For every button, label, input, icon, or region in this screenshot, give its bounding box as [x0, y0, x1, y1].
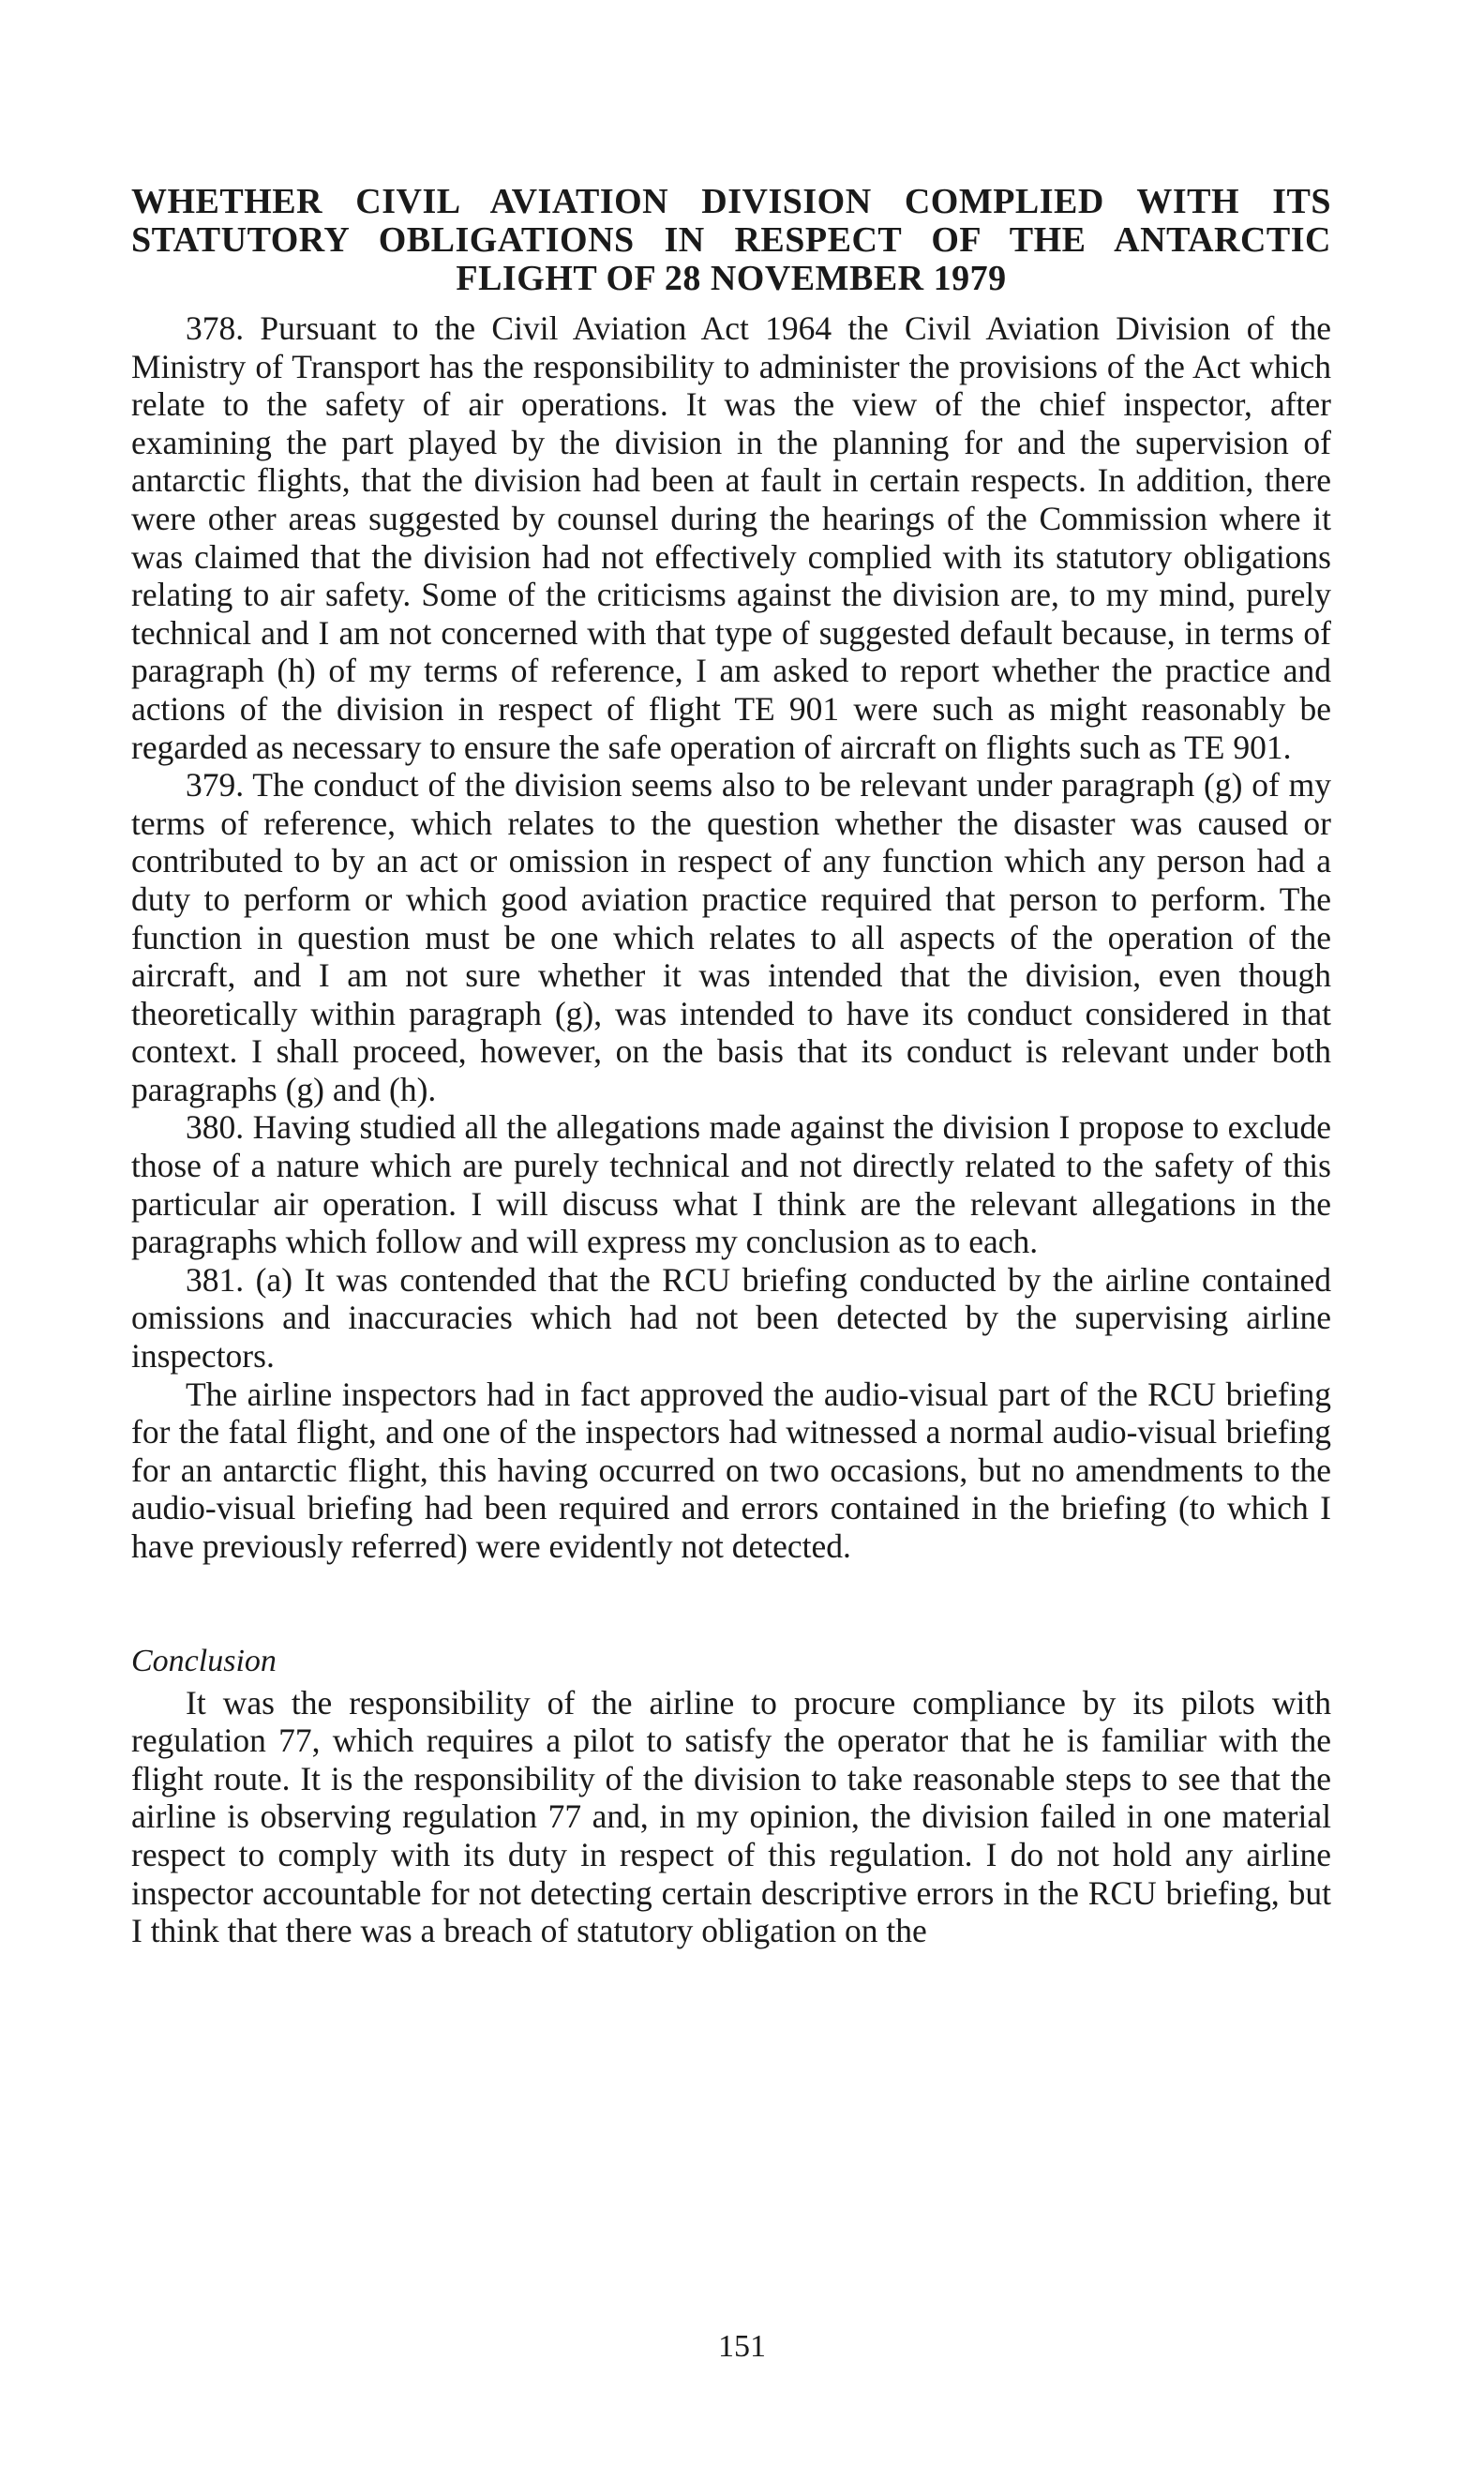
paragraph-379: 379. The conduct of the division seems also to be relevant under paragraph (g) of my terms of reference, which relates to the question whether the disaster was caused or contributed to by an act or omission in respect of any function which any person had a duty to perform or which good aviation practice required that person to perform. The function in question must be one which relates to all aspects of the operation of the aircraft, and I am not sure whether it was intended that the division, even though theoretically within paragraph (g), was intended to have its conduct considered in that context. I shall proceed, however, on the basis that its conduct is relevant under both paragraphs (g) and (h). — [131, 766, 1331, 1108]
page-number: 151 — [718, 2329, 766, 2364]
paragraph-381a: 381. (a) It was contended that the RCU briefing conducted by the airline contained omissions and inaccuracies which had not been detected by the supervising airline inspectors. — [131, 1260, 1331, 1376]
paragraph-381a-continued: The airline inspectors had in fact approved the audio-visual part of the RCU briefing for the fatal flight, and one of the inspectors had witnessed a normal audio-visual briefing for an antarctic flight, this having occurred on two occasions, but no amendments to the audio-visual briefing had been required and errors contained in the briefing (to which I have previously referred) were evidently not detected. — [131, 1375, 1331, 1565]
section-heading: WHETHER CIVIL AVIATION DIVISION COMPLIED WITH ITS STATUTORY OBLIGATIONS IN RESPECT OF THE ANTARCTIC FLIGHT OF 28 NOVEMBER 1979 — [131, 182, 1331, 298]
paragraph-378: 378. Pursuant to the Civil Aviation Act 1964 the Civil Aviation Division of the Ministry of Transport has the responsibility to administer the provisions of the Act which relate to the safety of air operations. It was the view of the chief inspector, after examining the part played by the division in the planning for and the supervision of antarctic flights, that the division had been at fault in certain respects. In addition, there were other areas suggested by counsel during the hearings of the Commission where it was claimed that the division had not effectively complied with its statutory obligations relating to air safety. Some of the criticisms against the division are, to my mind, purely technical and I am not concerned with that type of suggested default because, in terms of paragraph (h) of my terms of reference, I am asked to report whether the practice and actions of the division in respect of flight TE 901 were such as might reasonably be regarded as necessary to ensure the safe operation of aircraft on flights such as TE 901. — [131, 309, 1331, 766]
conclusion-heading: Conclusion — [131, 1643, 277, 1678]
paragraph-380: 380. Having studied all the allegations made against the division I propose to exclude those of a nature which are purely technical and not directly related to the safety of this particular air operation. I will discuss what I think are the relevant allegations in the paragraphs which follow and will express my conclusion as to each. — [131, 1108, 1331, 1261]
conclusion-paragraph: It was the responsibility of the airline to procure compliance by its pilots with regulation 77, which requires a pilot to satisfy the operator that he is familiar with the flight route. It is the responsibility of the division to take reasonable steps to see that the airline is observing regulation 77 and, in my opinion, the division failed in one material respect to comply with its duty in respect of this regulation. I do not hold any airline inspector accountable for not detecting certain descriptive errors in the RCU briefing, but I think that there was a breach of statutory obligation on the — [131, 1683, 1331, 1950]
section-gap — [131, 1566, 1331, 1643]
document-page — [131, 183, 1331, 1950]
